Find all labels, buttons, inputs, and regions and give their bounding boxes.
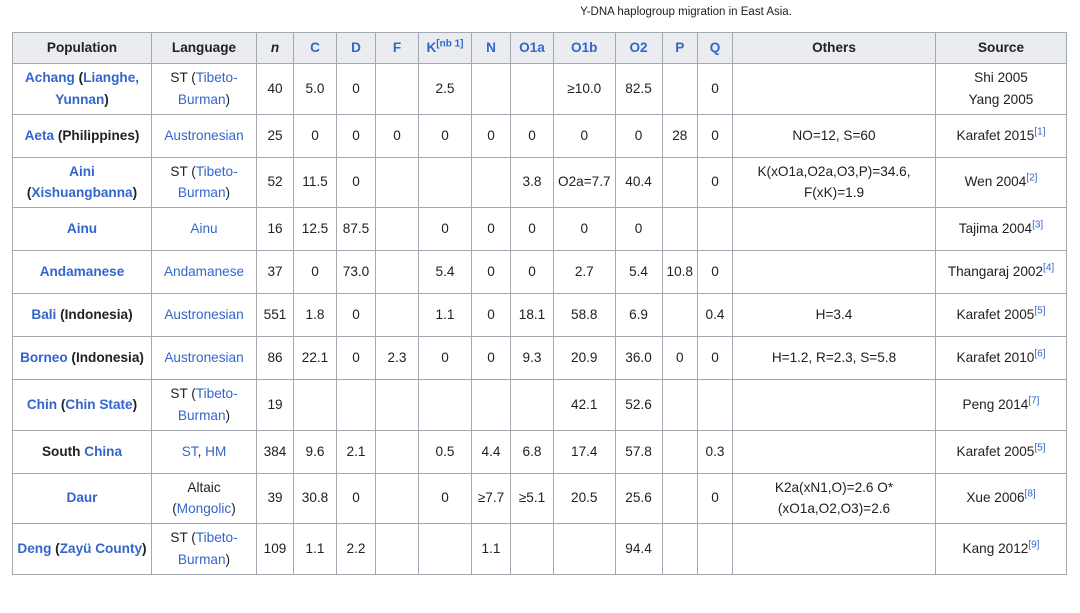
- population-cell: [13, 114, 152, 157]
- others-cell: NO=12, S=60: [733, 114, 936, 157]
- value-cell: 0: [419, 337, 472, 380]
- value-cell: 0: [337, 294, 376, 337]
- value-cell: 25.6: [615, 473, 662, 524]
- table-row: [13, 294, 1067, 337]
- language-cell: [152, 157, 257, 208]
- column-header-label: Population: [46, 40, 118, 56]
- value-cell: [511, 64, 554, 115]
- table-row: [13, 473, 1067, 524]
- value-cell: 11.5: [294, 157, 337, 208]
- value-cell: 0: [698, 64, 733, 115]
- cell-text: Yang 2005: [968, 91, 1034, 107]
- column-header[interactable]: [152, 33, 257, 64]
- value-cell: 2.7: [554, 251, 616, 294]
- cell-text: (: [74, 70, 84, 85]
- value-cell: 0: [472, 294, 511, 337]
- cell-text: Karafet 2010: [956, 350, 1035, 366]
- value-cell: 16: [257, 208, 294, 251]
- wiki-link[interactable]: China: [84, 443, 123, 459]
- value-cell: 2.1: [337, 430, 376, 473]
- value-cell: 0.3: [698, 430, 733, 473]
- citation-link[interactable]: [1]: [1034, 126, 1046, 138]
- table-row: [13, 114, 1067, 157]
- value-cell: 0: [419, 473, 472, 524]
- cell-text: ): [104, 91, 109, 107]
- table-row: [13, 157, 1067, 208]
- value-cell: 0: [337, 337, 376, 380]
- wiki-link[interactable]: Ainu: [66, 221, 98, 237]
- value-cell: 2.2: [337, 524, 376, 575]
- value-cell: 0: [376, 114, 419, 157]
- citation-link[interactable]: [3]: [1032, 219, 1044, 231]
- cell-text: Peng 2014: [962, 396, 1029, 412]
- table-row: [13, 380, 1067, 431]
- source-cell: [936, 294, 1067, 337]
- value-cell: 5.0: [294, 64, 337, 115]
- value-cell: 1.1: [294, 524, 337, 575]
- column-header[interactable]: [936, 33, 1067, 64]
- value-cell: [662, 157, 697, 208]
- source-cell: [936, 251, 1067, 294]
- value-cell: ≥10.0: [554, 64, 616, 115]
- value-cell: 0: [419, 114, 472, 157]
- value-cell: 40.4: [615, 157, 662, 208]
- value-cell: 2.3: [376, 337, 419, 380]
- value-cell: 0: [419, 208, 472, 251]
- population-cell: [13, 524, 152, 575]
- value-cell: 0: [294, 251, 337, 294]
- value-cell: 0: [472, 208, 511, 251]
- value-cell: [662, 524, 697, 575]
- language-cell: [152, 294, 257, 337]
- cell-text: (Philippines): [54, 127, 140, 143]
- citation-link[interactable]: [8]: [1024, 488, 1036, 500]
- column-header[interactable]: [13, 33, 152, 64]
- table-row: [13, 208, 1067, 251]
- cell-text: Shi 2005: [974, 70, 1028, 85]
- column-header-label[interactable]: Q: [709, 40, 721, 56]
- value-cell: 0.5: [419, 430, 472, 473]
- wiki-link[interactable]: Daur: [66, 490, 98, 506]
- population-cell: [13, 208, 152, 251]
- value-cell: 17.4: [554, 430, 616, 473]
- value-cell: 0: [698, 337, 733, 380]
- source-cell: [936, 157, 1067, 208]
- others-cell: H=1.2, R=2.3, S=5.8: [733, 337, 936, 380]
- citation-link[interactable]: [7]: [1028, 395, 1040, 407]
- cell-text: ): [231, 501, 236, 517]
- citation-link[interactable]: [4]: [1043, 262, 1055, 274]
- population-cell: [13, 64, 152, 115]
- language-cell: [152, 380, 257, 431]
- value-cell: 1.1: [419, 294, 472, 337]
- value-cell: 0: [698, 473, 733, 524]
- column-header[interactable]: [733, 33, 936, 64]
- population-cell: [13, 473, 152, 524]
- column-header-label: n: [270, 40, 280, 56]
- value-cell: [376, 157, 419, 208]
- wiki-link[interactable]: Bali: [31, 307, 57, 323]
- language-cell: [152, 430, 257, 473]
- wiki-link[interactable]: Zayü County: [59, 540, 143, 556]
- value-cell: 28: [662, 114, 697, 157]
- wiki-link[interactable]: Aini: [69, 163, 95, 179]
- value-cell: 0: [554, 114, 616, 157]
- value-cell: [419, 524, 472, 575]
- others-cell: [733, 208, 936, 251]
- others-cell: [733, 380, 936, 431]
- wiki-link[interactable]: Tibeto-Burman: [177, 163, 238, 201]
- column-header[interactable]: [511, 33, 554, 64]
- table-row: [13, 337, 1067, 380]
- wiki-link[interactable]: Chin: [26, 396, 58, 412]
- haplogroup-table: [12, 32, 1067, 575]
- column-header[interactable]: [698, 33, 733, 64]
- language-cell: [152, 208, 257, 251]
- value-cell: 40: [257, 64, 294, 115]
- column-header[interactable]: [615, 33, 662, 64]
- cell-text: South: [41, 443, 85, 459]
- cell-text: ST (: [170, 163, 196, 179]
- population-cell: [13, 430, 152, 473]
- source-cell: [936, 380, 1067, 431]
- value-cell: 25: [257, 114, 294, 157]
- value-cell: 57.8: [615, 430, 662, 473]
- value-cell: 20.5: [554, 473, 616, 524]
- column-header[interactable]: [376, 33, 419, 64]
- wiki-link[interactable]: Aeta: [24, 127, 55, 143]
- column-header-label[interactable]: O1a: [519, 40, 545, 56]
- value-cell: [662, 473, 697, 524]
- value-cell: 0: [337, 114, 376, 157]
- cell-text: Karafet 2005: [956, 307, 1035, 323]
- value-cell: 6.9: [615, 294, 662, 337]
- cell-text: (: [51, 540, 60, 556]
- wiki-link[interactable]: Austronesian: [164, 350, 244, 366]
- value-cell: 384: [257, 430, 294, 473]
- cell-text: (: [57, 396, 66, 412]
- value-cell: 9.3: [511, 337, 554, 380]
- source-cell: [936, 64, 1067, 115]
- cell-text: Karafet 2015: [956, 127, 1035, 143]
- wiki-link[interactable]: Xishuangbanna: [31, 185, 133, 201]
- value-cell: [698, 524, 733, 575]
- wiki-link[interactable]: Lianghe, Yunnan: [55, 70, 140, 107]
- wiki-link[interactable]: Austronesian: [164, 127, 244, 143]
- population-cell: [13, 157, 152, 208]
- value-cell: [376, 251, 419, 294]
- citation-link[interactable]: [5]: [1034, 305, 1046, 317]
- source-cell: [936, 430, 1067, 473]
- column-header-label[interactable]: P: [675, 40, 685, 56]
- value-cell: 5.4: [419, 251, 472, 294]
- citation-link[interactable]: [2]: [1026, 172, 1038, 184]
- column-header-label: Source: [977, 40, 1025, 56]
- value-cell: 0: [337, 64, 376, 115]
- column-header-label[interactable]: N: [486, 40, 496, 56]
- value-cell: [662, 294, 697, 337]
- wiki-link[interactable]: HM: [205, 443, 227, 459]
- language-cell: [152, 64, 257, 115]
- cell-text: ST (: [170, 530, 196, 545]
- value-cell: 10.8: [662, 251, 697, 294]
- value-cell: ≥7.7: [472, 473, 511, 524]
- value-cell: [662, 208, 697, 251]
- value-cell: 0: [472, 251, 511, 294]
- cell-text: ST (: [170, 70, 196, 85]
- wiki-link[interactable]: Tibeto-Burman: [177, 530, 238, 567]
- cell-text: Xue 2006: [966, 490, 1025, 506]
- value-cell: 22.1: [294, 337, 337, 380]
- column-header[interactable]: [337, 33, 376, 64]
- value-cell: 42.1: [554, 380, 616, 431]
- value-cell: [472, 64, 511, 115]
- cell-text: (Indonesia): [67, 350, 144, 366]
- table-caption: [12, 6, 1060, 18]
- cell-text: ,: [197, 443, 206, 459]
- value-cell: [376, 380, 419, 431]
- table-row: [13, 251, 1067, 294]
- value-cell: 86: [257, 337, 294, 380]
- value-cell: [662, 430, 697, 473]
- column-header-label: Others: [812, 40, 856, 56]
- value-cell: 0: [511, 114, 554, 157]
- others-cell: [733, 524, 936, 575]
- cell-text: ): [132, 396, 138, 412]
- value-cell: 0: [511, 208, 554, 251]
- value-cell: 0.4: [698, 294, 733, 337]
- value-cell: [376, 64, 419, 115]
- wiki-link[interactable]: ST: [181, 443, 198, 459]
- value-cell: 0: [472, 114, 511, 157]
- cell-text: Altaic (: [172, 479, 221, 517]
- wiki-link[interactable]: Ainu: [190, 221, 218, 237]
- value-cell: 0: [698, 114, 733, 157]
- column-header[interactable]: [662, 33, 697, 64]
- cell-text: ): [225, 185, 231, 201]
- language-cell: [152, 337, 257, 380]
- others-cell: H=3.4: [733, 294, 936, 337]
- value-cell: 3.8: [511, 157, 554, 208]
- footnote-link[interactable]: [nb 1]: [436, 38, 464, 50]
- language-cell: [152, 251, 257, 294]
- value-cell: 0: [698, 251, 733, 294]
- caption-text: Y-DNA haplogroup migration in East Asia.: [580, 6, 792, 18]
- cell-text: (Indonesia): [56, 307, 133, 323]
- cell-text: (: [26, 185, 32, 201]
- cell-text: ): [132, 185, 138, 201]
- citation-link[interactable]: [9]: [1028, 539, 1040, 551]
- wiki-link[interactable]: Achang: [24, 70, 75, 85]
- cell-text: Wen 2004: [964, 174, 1027, 190]
- value-cell: [511, 380, 554, 431]
- value-cell: 94.4: [615, 524, 662, 575]
- value-cell: [419, 157, 472, 208]
- column-header[interactable]: [472, 33, 511, 64]
- value-cell: 19: [257, 380, 294, 431]
- table-row: [13, 64, 1067, 115]
- wiki-link[interactable]: Borneo: [20, 350, 68, 366]
- column-header-label[interactable]: K: [426, 40, 437, 56]
- value-cell: 0: [615, 114, 662, 157]
- value-cell: 0: [615, 208, 662, 251]
- value-cell: [376, 294, 419, 337]
- value-cell: 37: [257, 251, 294, 294]
- wiki-link[interactable]: Tibeto-Burman: [177, 70, 238, 107]
- language-cell: [152, 114, 257, 157]
- value-cell: 0: [662, 337, 697, 380]
- value-cell: 9.6: [294, 430, 337, 473]
- cell-text: Karafet 2005: [956, 443, 1035, 459]
- value-cell: 82.5: [615, 64, 662, 115]
- value-cell: [698, 380, 733, 431]
- value-cell: 58.8: [554, 294, 616, 337]
- value-cell: 18.1: [511, 294, 554, 337]
- value-cell: ≥5.1: [511, 473, 554, 524]
- source-cell: [936, 524, 1067, 575]
- wiki-link[interactable]: Deng: [17, 540, 52, 556]
- value-cell: 0: [698, 157, 733, 208]
- cell-text: ): [142, 540, 147, 556]
- language-cell: [152, 473, 257, 524]
- value-cell: 52.6: [615, 380, 662, 431]
- value-cell: 30.8: [294, 473, 337, 524]
- value-cell: 1.1: [472, 524, 511, 575]
- cell-text: Thangaraj 2002: [947, 264, 1044, 280]
- value-cell: 0: [337, 157, 376, 208]
- population-cell: [13, 251, 152, 294]
- wiki-link[interactable]: Chin State: [65, 396, 133, 412]
- value-cell: 1.8: [294, 294, 337, 337]
- column-header[interactable]: [294, 33, 337, 64]
- wiki-link[interactable]: Andamanese: [163, 264, 245, 280]
- column-header-label[interactable]: O2: [629, 40, 648, 56]
- value-cell: 39: [257, 473, 294, 524]
- value-cell: 0: [337, 473, 376, 524]
- value-cell: 109: [257, 524, 294, 575]
- cell-text: Kang 2012: [962, 540, 1029, 556]
- source-cell: [936, 337, 1067, 380]
- column-header-label: Language: [171, 40, 237, 56]
- value-cell: 0: [554, 208, 616, 251]
- value-cell: O2a=7.7: [554, 157, 616, 208]
- column-header-label[interactable]: D: [351, 40, 361, 56]
- value-cell: [294, 380, 337, 431]
- value-cell: [662, 64, 697, 115]
- cell-text: ST (: [170, 386, 196, 401]
- others-cell: [733, 64, 936, 115]
- citation-link[interactable]: [5]: [1034, 442, 1046, 454]
- value-cell: [376, 430, 419, 473]
- others-cell: K2a(xN1,O)=2.6 O*(xO1a,O2,O3)=2.6: [733, 473, 936, 524]
- value-cell: [511, 524, 554, 575]
- others-cell: [733, 251, 936, 294]
- value-cell: 551: [257, 294, 294, 337]
- others-cell: [733, 430, 936, 473]
- population-cell: [13, 294, 152, 337]
- citation-link[interactable]: [6]: [1034, 348, 1046, 360]
- value-cell: [419, 380, 472, 431]
- source-cell: [936, 208, 1067, 251]
- wiki-link[interactable]: Andamanese: [39, 264, 125, 280]
- value-cell: 36.0: [615, 337, 662, 380]
- value-cell: 6.8: [511, 430, 554, 473]
- language-cell: [152, 524, 257, 575]
- wiki-link[interactable]: Austronesian: [164, 307, 244, 323]
- value-cell: 20.9: [554, 337, 616, 380]
- value-cell: 73.0: [337, 251, 376, 294]
- value-cell: 87.5: [337, 208, 376, 251]
- cell-text: ): [225, 551, 231, 567]
- cell-text: ): [225, 407, 231, 423]
- column-header[interactable]: [419, 33, 472, 64]
- table-row: [13, 524, 1067, 575]
- header-row: [13, 33, 1067, 64]
- wiki-link[interactable]: Tibeto-Burman: [177, 386, 238, 423]
- cell-text: ): [225, 91, 231, 107]
- value-cell: [472, 380, 511, 431]
- value-cell: 5.4: [615, 251, 662, 294]
- value-cell: [698, 208, 733, 251]
- wiki-link[interactable]: Mongolic: [176, 501, 232, 517]
- value-cell: 0: [472, 337, 511, 380]
- value-cell: [376, 524, 419, 575]
- population-cell: [13, 337, 152, 380]
- value-cell: 4.4: [472, 430, 511, 473]
- value-cell: 0: [294, 114, 337, 157]
- value-cell: 52: [257, 157, 294, 208]
- value-cell: 2.5: [419, 64, 472, 115]
- value-cell: [662, 380, 697, 431]
- others-cell: K(xO1a,O2a,O3,P)=34.6, F(xK)=1.9: [733, 157, 936, 208]
- cell-text: Tajima 2004: [958, 221, 1033, 237]
- value-cell: [376, 208, 419, 251]
- column-header-label[interactable]: F: [392, 40, 402, 56]
- value-cell: [376, 473, 419, 524]
- column-header-label[interactable]: C: [310, 40, 320, 56]
- column-header[interactable]: [257, 33, 294, 64]
- value-cell: [472, 157, 511, 208]
- value-cell: [554, 524, 616, 575]
- value-cell: 12.5: [294, 208, 337, 251]
- source-cell: [936, 473, 1067, 524]
- column-header-label[interactable]: O1b: [571, 40, 598, 56]
- source-cell: [936, 114, 1067, 157]
- value-cell: 0: [511, 251, 554, 294]
- column-header[interactable]: [554, 33, 616, 64]
- value-cell: [337, 380, 376, 431]
- table-row: [13, 430, 1067, 473]
- population-cell: [13, 380, 152, 431]
